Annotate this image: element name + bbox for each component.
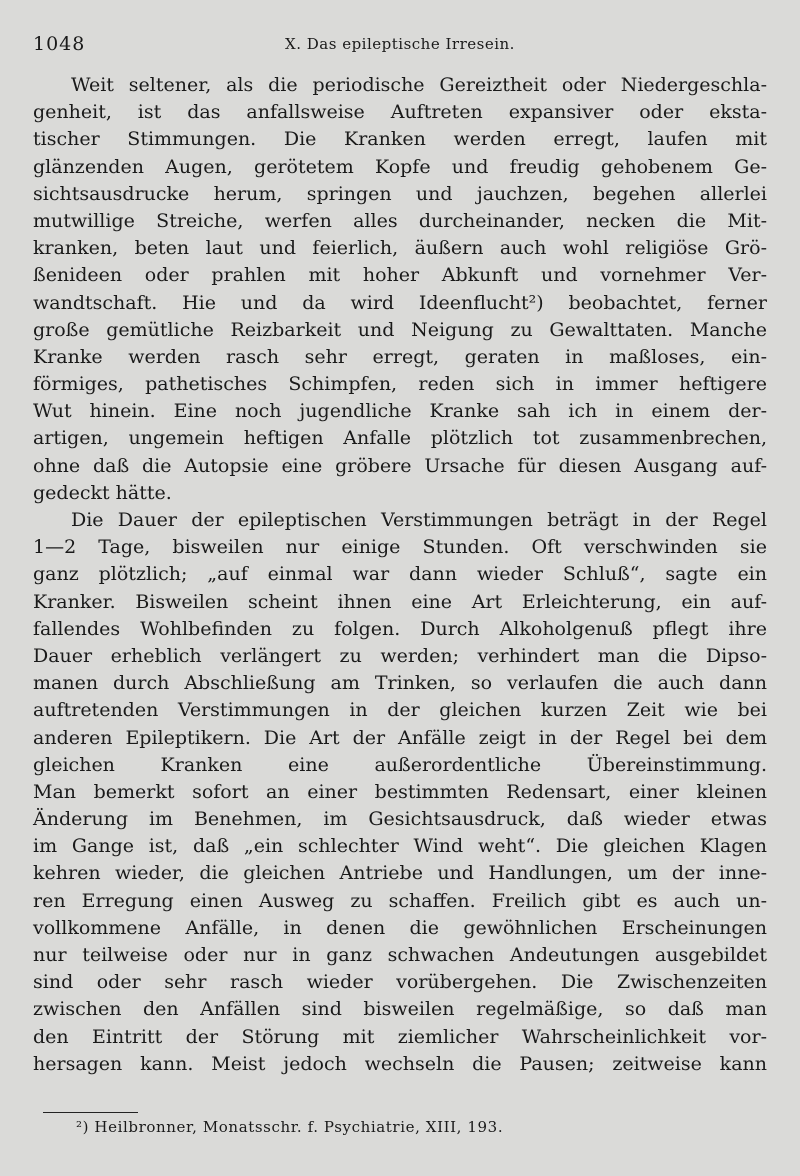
text-line: wandtschaft. Hie und da wird Ideenflucht²) beobachtet, ferner — [33, 291, 767, 314]
text-line: sind oder sehr rasch wieder vorübergehen. Die Zwischenzeiten — [33, 971, 767, 994]
text-line: gedeckt hätte. — [33, 481, 172, 504]
paragraph-1 — [33, 72, 767, 507]
text-line: Kranke werden rasch sehr erregt, geraten in maßloses, ein- — [33, 345, 767, 368]
text-line: auftretenden Verstimmungen in der gleichen kurzen Zeit wie bei — [33, 699, 767, 722]
text-line: Änderung im Benehmen, im Gesichtsausdruck, daß wieder etwas — [33, 808, 767, 831]
text-line: vollkommene Anfälle, in denen die gewöhnlichen Erscheinungen — [33, 916, 767, 939]
page-number: 1048 — [33, 33, 86, 55]
footnote: ²) Heilbronner, Monatsschr. f. Psychiatrie, XIII, 193. — [76, 1118, 504, 1136]
text-line: anderen Epileptikern. Die Art der Anfälle zeigt in der Regel bei dem — [33, 726, 767, 749]
text-line: ßenideen oder prahlen mit hoher Abkunft und vornehmer Ver- — [33, 264, 767, 287]
text-line: gleichen Kranken eine außerordentliche Übereinstimmung. — [33, 753, 767, 776]
text-line: 1—2 Tage, bisweilen nur einige Stunden. Oft verschwinden sie — [33, 536, 767, 559]
text-line: Kranker. Bisweilen scheint ihnen eine Art Erleichterung, ein auf- — [33, 590, 767, 613]
text-line: manen durch Abschließung am Trinken, so verlaufen die auch dann — [33, 672, 767, 695]
text-line: kehren wieder, die gleichen Antriebe und Handlungen, um der inne- — [33, 862, 767, 885]
text-line: glänzenden Augen, gerötetem Kopfe und freudig gehobenem Ge- — [33, 155, 767, 178]
text-line: ganz plötzlich; „auf einmal war dann wieder Schluß“, sagte ein — [33, 563, 767, 586]
text-line: kranken, beten laut und feierlich, äußern auch wohl religiöse Grö- — [33, 237, 767, 260]
body-text — [33, 72, 767, 1078]
text-line: Wut hinein. Eine noch jugendliche Kranke sah ich in einem der- — [33, 400, 767, 423]
paragraph-2 — [33, 507, 767, 1078]
text-line: den Eintritt der Störung mit ziemlicher Wahrscheinlichkeit vor- — [33, 1025, 767, 1048]
text-line: ren Erregung einen Ausweg zu schaffen. Freilich gibt es auch un- — [33, 889, 767, 912]
running-header: X. Das epileptische Irresein. — [285, 35, 515, 53]
text-line: hersagen kann. Meist jedoch wechseln die Pausen; zeitweise kann — [33, 1052, 767, 1075]
text-line: ohne daß die Autopsie eine gröbere Ursache für diesen Ausgang auf- — [33, 454, 767, 477]
text-line: nur teilweise oder nur in ganz schwachen Andeutungen ausgebildet — [33, 944, 767, 966]
text-line: genheit, ist das anfallsweise Auftreten expansiver oder eksta- — [33, 101, 767, 124]
text-line: große gemütliche Reizbarkeit und Neigung zu Gewalttaten. Manche — [33, 318, 767, 341]
text-line: im Gange ist, daß „ein schlechter Wind weht“. Die gleichen Klagen — [33, 835, 767, 858]
text-line: Man bemerkt sofort an einer bestimmten Redensart, einer kleinen — [33, 780, 767, 803]
text-line: Weit seltener, als die periodische Gereiztheit oder Niedergeschla- — [71, 74, 767, 96]
footnote-divider — [43, 1112, 138, 1113]
text-line: fallendes Wohlbefinden zu folgen. Durch Alkoholgenuß pflegt ihre — [33, 617, 767, 640]
text-line: zwischen den Anfällen sind bisweilen regelmäßige, so daß man — [33, 998, 767, 1021]
text-line: Die Dauer der epileptischen Verstimmungen beträgt in der Regel — [71, 509, 767, 531]
text-line: sichtsausdrucke herum, springen und jauchzen, begehen allerlei — [33, 182, 767, 205]
text-line: Dauer erheblich verlängert zu werden; verhindert man die Dipso- — [33, 644, 767, 667]
text-line: mutwillige Streiche, werfen alles durcheinander, necken die Mit- — [33, 209, 767, 232]
text-line: artigen, ungemein heftigen Anfalle plötzlich tot zusammenbrechen, — [33, 427, 767, 450]
text-line: tischer Stimmungen. Die Kranken werden erregt, laufen mit — [33, 128, 767, 151]
text-line: förmiges, pathetisches Schimpfen, reden sich in immer heftigere — [33, 373, 767, 396]
